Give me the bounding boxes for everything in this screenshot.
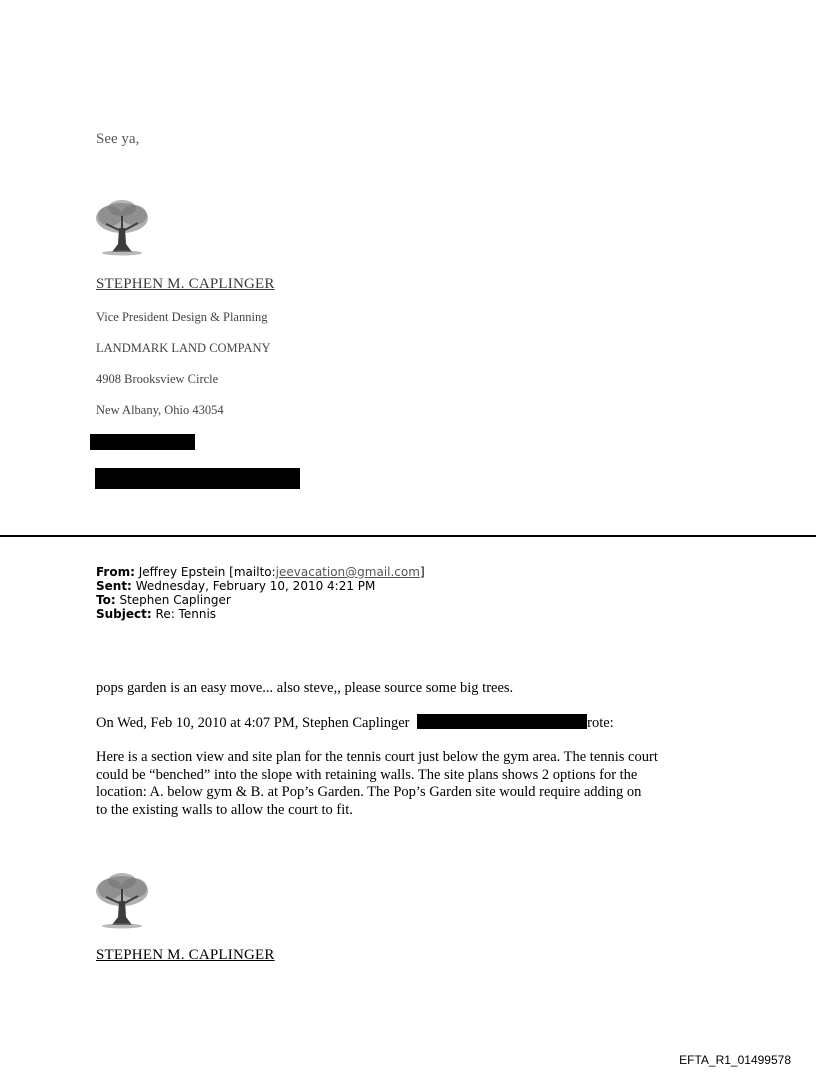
subject-value: Re: Tennis — [155, 607, 217, 621]
quote-intro-after: rote: — [587, 715, 614, 731]
to-value: Stephen Caplinger — [119, 593, 231, 607]
divider — [0, 535, 816, 537]
oak-tree-logo-icon — [94, 196, 150, 258]
redaction-bar — [90, 434, 195, 450]
document-id: EFTA_R1_01499578 — [679, 1053, 791, 1067]
from-close: ] — [419, 565, 425, 579]
greeting: See ya, — [96, 131, 140, 147]
to-label: To: — [96, 593, 116, 607]
from-email-link[interactable]: jeevacation@gmail.com — [275, 565, 420, 579]
subject-label: Subject: — [96, 607, 152, 621]
quoted-line: could be “benched” into the slope with retaining walls. The site plans shows 2 options for the — [96, 766, 638, 783]
from-label: From: — [96, 565, 135, 579]
signature-address-street: 4908 Brooksview Circle — [96, 372, 219, 386]
oak-tree-logo-icon — [94, 869, 150, 931]
header-to-row — [96, 593, 425, 607]
signature-name[interactable]: STEPHEN M. CAPLINGER — [96, 276, 275, 292]
signature-name-quoted[interactable]: STEPHEN M. CAPLINGER — [96, 947, 275, 963]
header-sent-row — [96, 579, 425, 593]
quoted-line: location: A. below gym & B. at Pop’s Garden. The Pop’s Garden site would require adding on — [96, 784, 642, 800]
quote-intro — [96, 714, 614, 732]
redaction-bar — [95, 468, 300, 489]
redaction-bar — [417, 714, 587, 729]
from-name: Jeffrey Epstein [mailto: — [138, 565, 276, 579]
sent-label: Sent: — [96, 579, 132, 593]
header-subject-row — [96, 607, 425, 621]
quote-intro-before: On Wed, Feb 10, 2010 at 4:07 PM, Stephen Caplinger — [96, 715, 410, 731]
signature-address-city: New Albany, Ohio 43054 — [96, 403, 224, 417]
quoted-line: to the existing walls to allow the court to fit. — [96, 801, 353, 818]
quoted-line: Here is a section view and site plan for the tennis court just below the gym area. The tennis court — [96, 749, 658, 765]
signature-company: LANDMARK LAND COMPANY — [96, 341, 271, 355]
reply-text: pops garden is an easy move... also steve,, please source some big trees. — [96, 680, 514, 696]
sent-value: Wednesday, February 10, 2010 4:21 PM — [135, 579, 376, 593]
header-from-row — [96, 565, 425, 579]
signature-title: Vice President Design & Planning — [96, 310, 268, 324]
quoted-message — [96, 749, 736, 819]
email-header — [96, 565, 425, 621]
